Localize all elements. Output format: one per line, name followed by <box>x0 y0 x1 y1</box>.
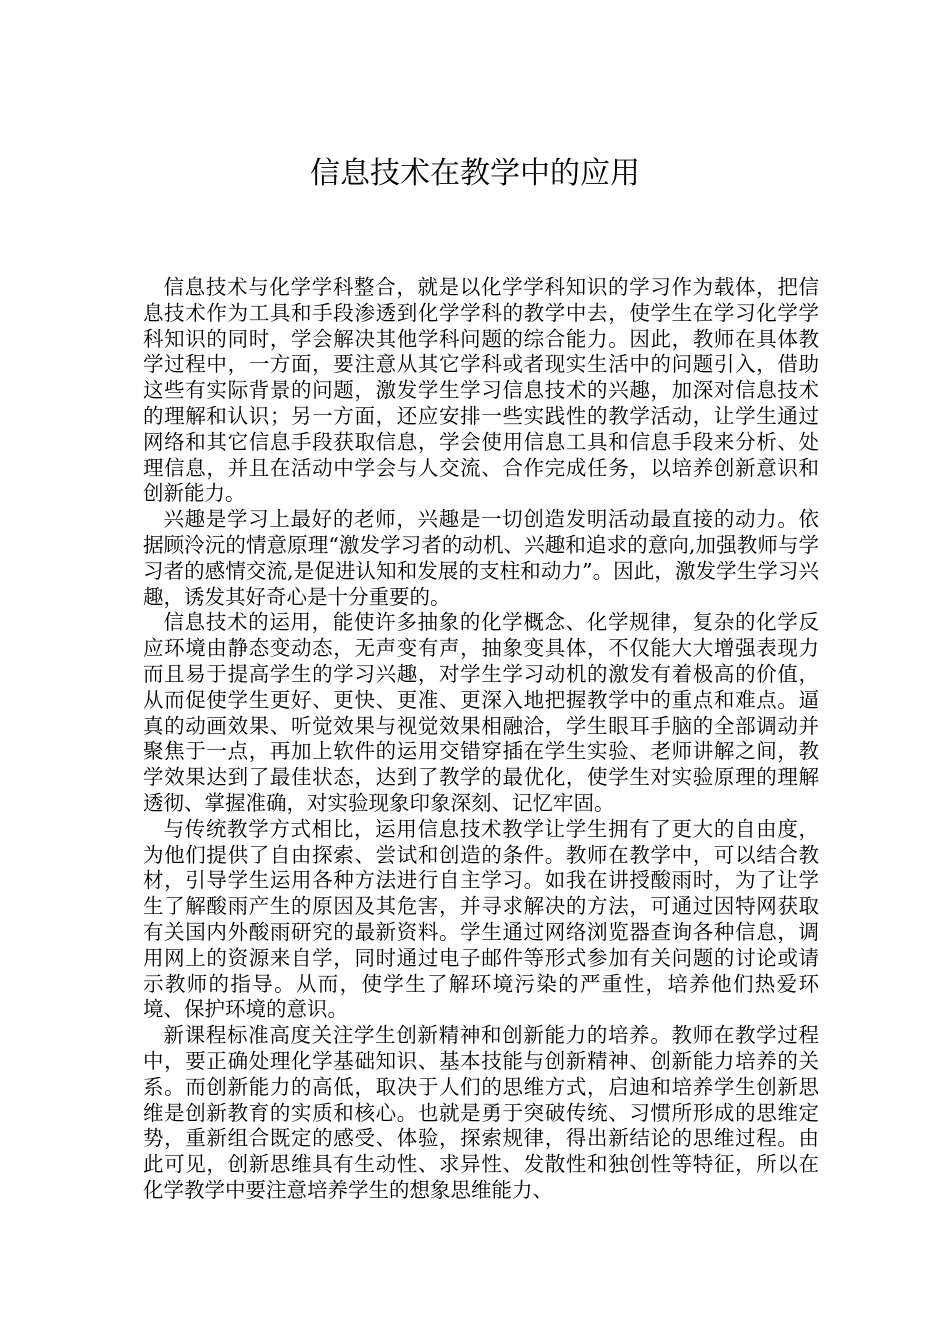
document-body <box>143 275 819 1204</box>
paragraph-2: 兴趣是学习上最好的老师，兴趣是一切创造发明活动最直接的动力。依据顾泠沅的情意原理“激发学习者的动机、兴趣和追求的意向,加强教师与学习者的感情交流,是促进认知和发展的支柱和动力”。因此，激发学生学习兴趣，诱发其好奇心是十分重要的。 <box>143 507 819 609</box>
paragraph-3: 信息技术的运用，能使许多抽象的化学概念、化学规律，复杂的化学反应环境由静态变动态，无声变有声，抽象变具体，不仅能大大增强表现力而且易于提高学生的学习兴趣，对学生学习动机的激发有着极高的价值，从而促使学生更好、更快、更准、更深入地把握教学中的重点和难点。逼真的动画效果、听觉效果与视觉效果相融洽，学生眼耳手脑的全部调动并聚焦于一点，再加上软件的运用交错穿插在学生实验、老师讲解之间，教学效果达到了最佳状态，达到了教学的最优化，使学生对实验原理的理解透彻、掌握准确，对实验现象印象深刻、记忆牢固。 <box>143 610 819 815</box>
document-title: 信息技术在教学中的应用 <box>310 156 640 191</box>
paragraph-1: 信息技术与化学学科整合，就是以化学学科知识的学习作为载体，把信息技术作为工具和手段渗透到化学学科的教学中去，使学生在学习化学学科知识的同时，学会解决其他学科问题的综合能力。因此，教师在具体教学过程中，一方面，要注意从其它学科或者现实生活中的问题引入，借助这些有实际背景的问题，激发学生学习信息技术的兴趣，加深对信息技术的理解和认识；另一方面，还应安排一些实践性的教学活动，让学生通过网络和其它信息手段获取信息，学会使用信息工具和信息手段来分析、处理信息，并且在活动中学会与人交流、合作完成任务，以培养创新意识和创新能力。 <box>143 275 819 506</box>
paragraph-4: 与传统教学方式相比，运用信息技术教学让学生拥有了更大的自由度，为他们提供了自由探索、尝试和创造的条件。教师在教学中，可以结合教材，引导学生运用各种方法进行自主学习。如我在讲授酸雨时，为了让学生了解酸雨产生的原因及其危害，并寻求解决的方法，可通过因特网获取有关国内外酸雨研究的最新资料。学生通过网络浏览器查询各种信息，调用网上的资源来自学，同时通过电子邮件等形式参加有关问题的讨论或请示教师的指导。从而，使学生了解环境污染的严重性，培养他们热爱环境、保护环境的意识。 <box>143 816 819 1022</box>
paragraph-5: 新课程标准高度关注学生创新精神和创新能力的培养。教师在教学过程中，要正确处理化学基础知识、基本技能与创新精神、创新能力培养的关系。而创新能力的高低，取决于人们的思维方式，启迪和培养学生创新思维是创新教育的实质和核心。也就是勇于突破传统、习惯所形成的思维定势，重新组合既定的感受、体验，探索规律，得出新结论的思维过程。由此可见，创新思维具有生动性、求异性、发散性和独创性等特征，所以在化学教学中要注意培养学生的想象思维能力、 <box>143 1023 819 1202</box>
